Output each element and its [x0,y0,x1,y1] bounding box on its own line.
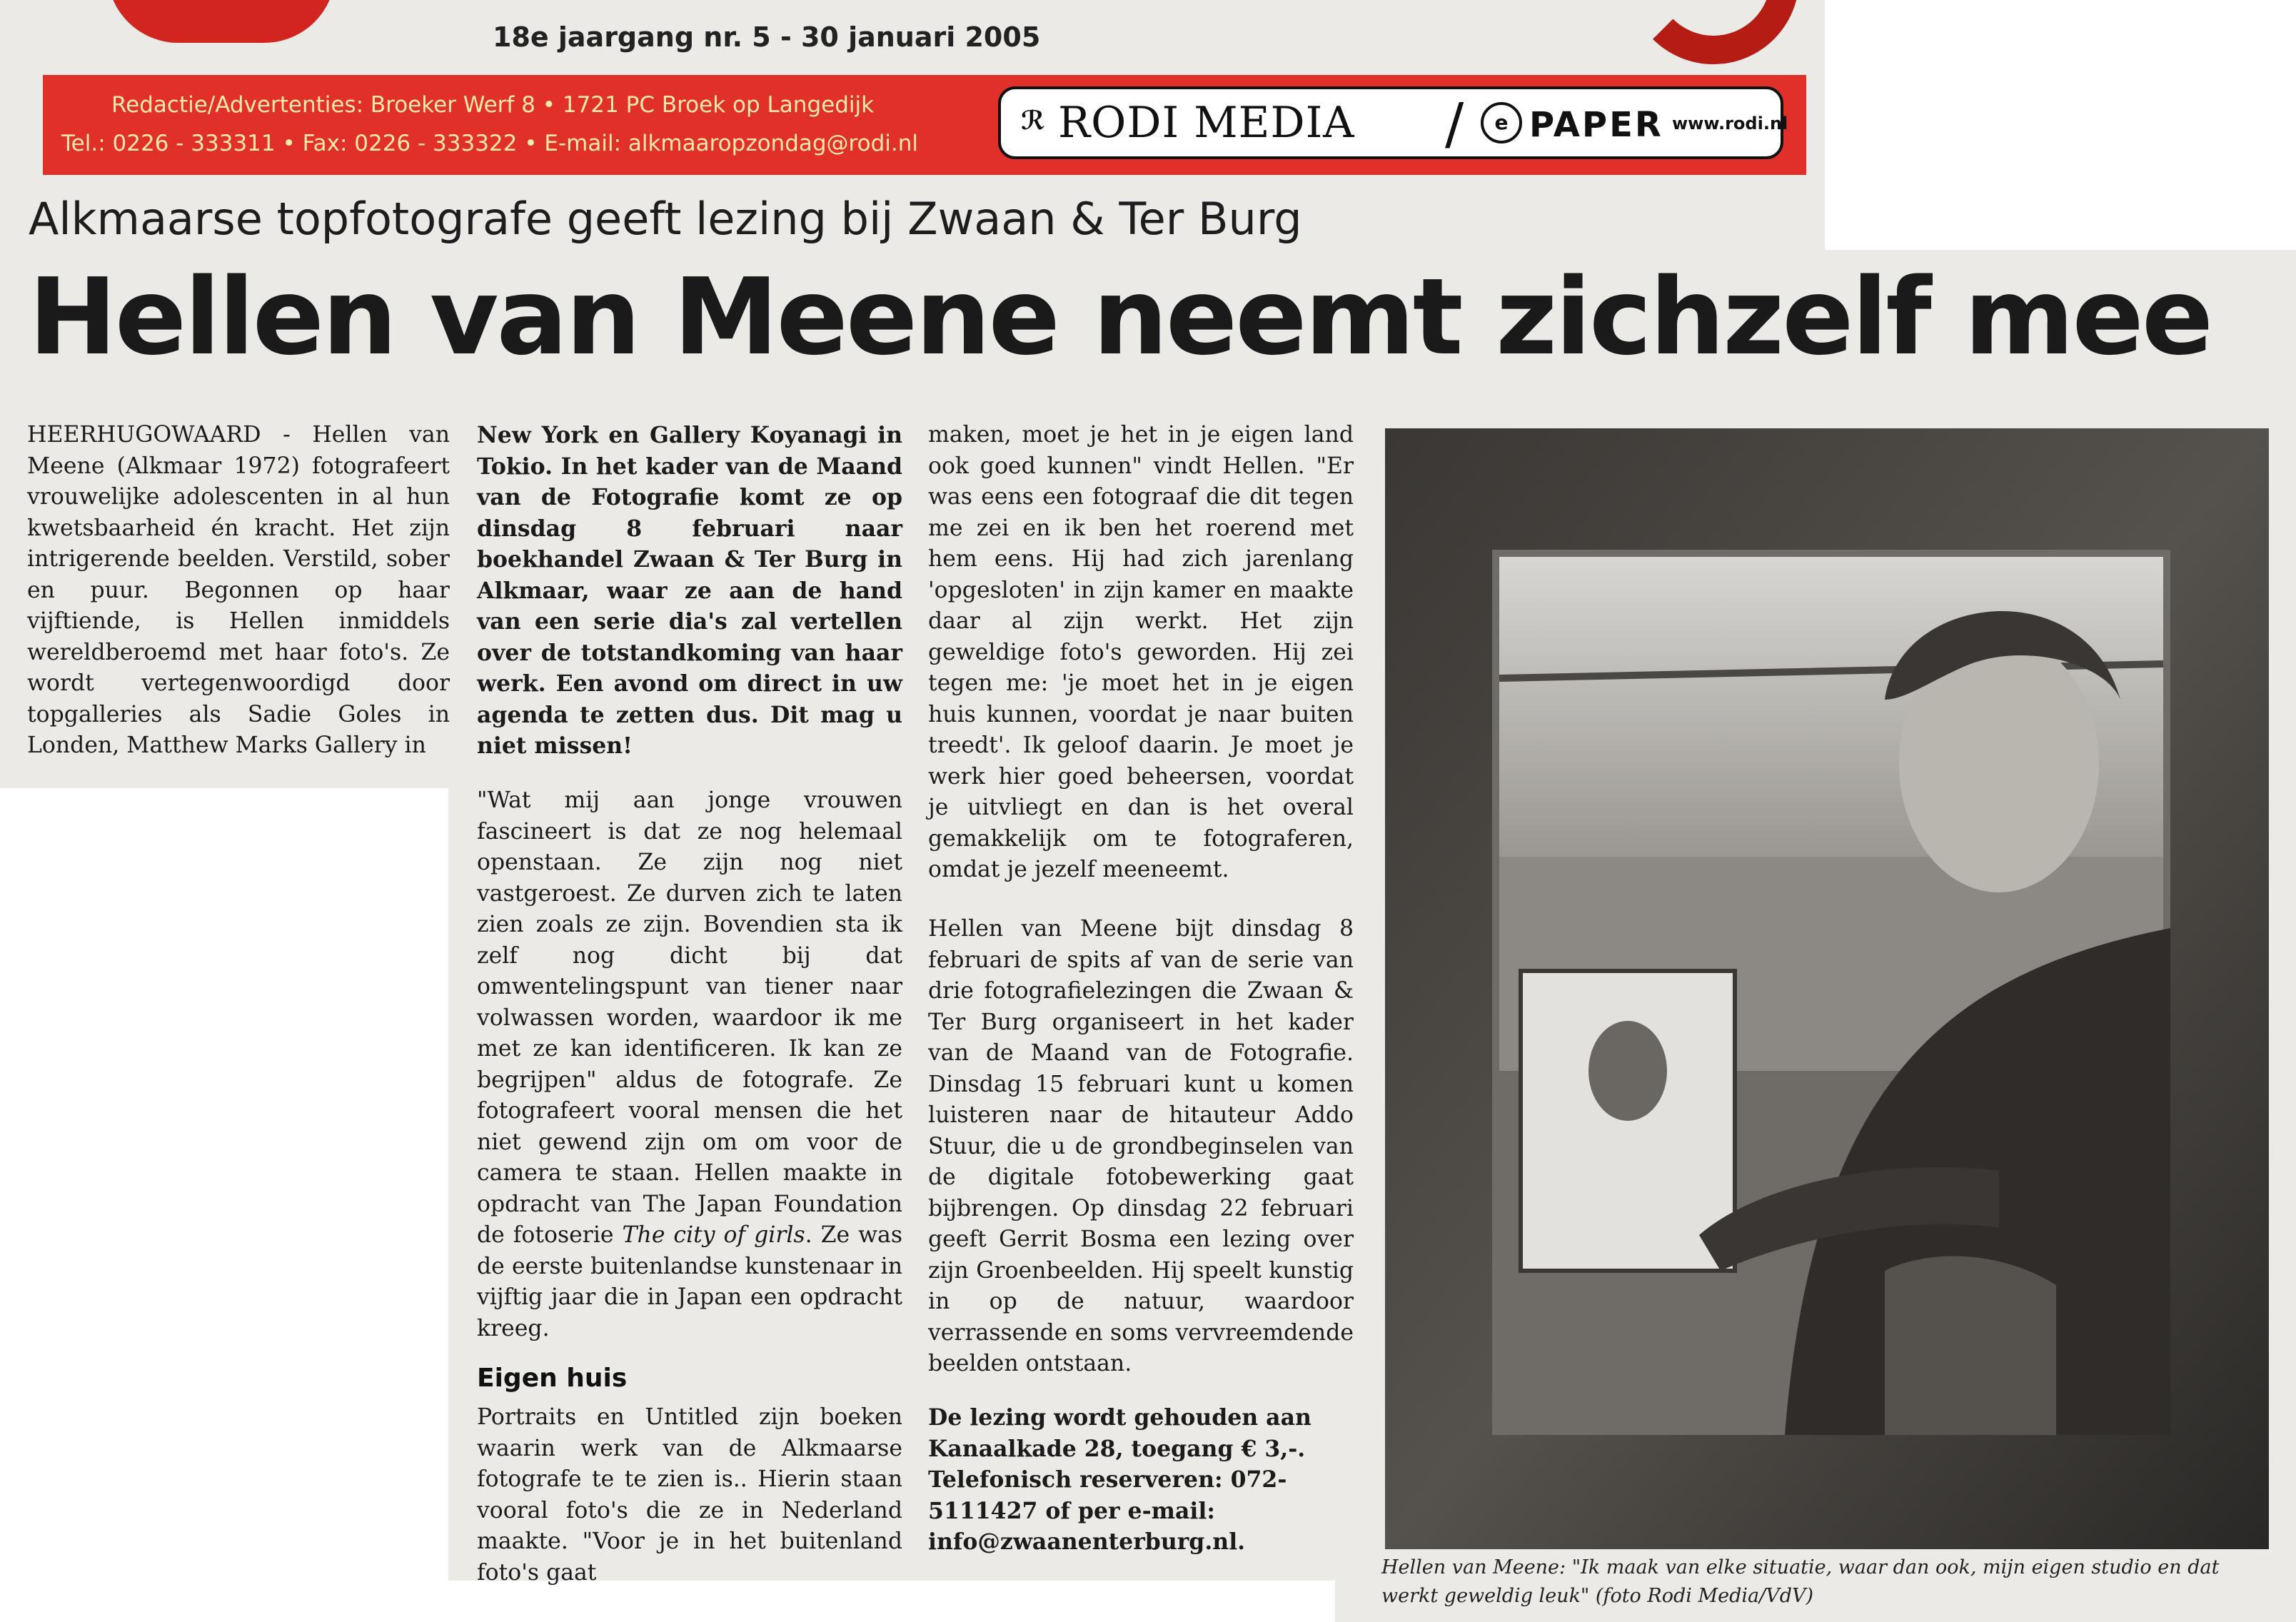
publisher-slash: / [1445,92,1464,156]
article-photo [1385,428,2269,1549]
intro-bold-paragraph: New York en Gallery Koyanagi in Tokio. In het kader van de Maand van de Fotografie komt ze op dinsdag 8 februari naar boekhandel Zwaan & Ter Burg in Alkmaar, waar ze aan de hand van een serie dia's zal vertellen over de totstandkoming van haar werk. Een avond om direct in uw agenda te zetten dus. Dit mag u niet missen! [477,422,902,759]
photo-caption: Hellen van Meene: "Ik maak van elke situatie, waar dan ook, mijn eigen studio en dat werkt geweldig leuk" (foto Rodi Media/VdV) [1381,1556,2220,1607]
quote-text-part-2: . Ze was de eerste buitenlandse kunstenaar in vijftig jaar die in Japan een opdracht kreeg. [477,1222,902,1341]
article-column-2-intro [477,420,902,762]
article-column-2-eigen-huis [477,1402,902,1588]
chair-back [1885,1256,2056,1435]
article-headline: Hellen van Meene neemt zichzelf mee [29,256,2212,378]
contact-address: Redactie/Advertenties: Broeker Werf 8 • 1721 PC Broek op Langedijk [111,92,875,118]
lecture-series-paragraph: Hellen van Meene bijt dinsdag 8 februari de spits af van de serie van drie fotografielezingen die Zwaan & Ter Burg organiseert in het kader van de Maand van de Fotografie. Dinsdag 15 februari kunt u komen luisteren naar de hitauteur Addo Stuur, die u de grondbeginselen van de digitale fotobewerking gaat bijbrengen. Op dinsdag 22 februari geeft Gerrit Bosma een lezing over zijn Groenbeelden. Hij speelt kunstig in op de natuur, waardoor verrassende en soms vervreemdende beelden ontstaan. [928,916,1354,1376]
publisher-url: www.rodi.nl [1672,114,1788,134]
paper-label: PAPER [1529,105,1663,145]
article-column-3-practical [928,1402,1354,1558]
contact-banner [43,75,1806,175]
article-kicker: Alkmaarse topfotografe geeft lezing bij Zwaan & Ter Burg [29,193,1302,245]
series-title: The city of girls [622,1222,805,1248]
issue-line: 18e jaargang nr. 5 - 30 januari 2005 [493,21,1041,53]
article-column-2-quote [477,785,902,1344]
e-logo-icon: e [1481,102,1522,143]
practical-info-paragraph: De lezing wordt gehouden aan Kanaalkade 28, toegang € 3,-. Telefonisch reserveren: 072-5111427 of per e-mail: info@zwaanenterburg.nl. [928,1404,1311,1555]
article-column-3-continuation [928,420,1354,886]
quote-paragraph [477,785,902,1344]
lead-paragraph: HEERHUGOWAARD - Hellen van Meene (Alkmaar 1972) fotografeert vrouwelijke adolescenten in al hun kwetsbaarheid én kracht. Het zijn intrigerende beelden. Verstild, sober en puur. Begonnen op haar vijftiende, is Hellen inmiddels wereldberoemd met haar foto's. Ze wordt vertegenwoordigd door topgalleries als Sadie Goles in Londen, Matthew Marks Gallery in [27,422,450,758]
rodi-logo-icon: ℛ [1021,106,1045,136]
article-column-1 [27,420,450,762]
publisher-name: RODI MEDIA [1058,98,1355,148]
subheading: Eigen huis [477,1364,628,1393]
contact-phone: Tel.: 0226 - 333311 • Fax: 0226 - 333322 • E-mail: alkmaaropzondag@rodi.nl [61,131,918,156]
held-photograph-figure [1588,1021,1667,1121]
quote-text-part-1: "Wat mij aan jonge vrouwen fascineert is dat ze nog helemaal openstaan. Ze zijn nog niet vastgeroest. Ze durven zich te laten zien zoals ze zijn. Bovendien sta ik zelf nog dicht bij dat omwentelingspunt van tiener naar volwassen worden, waardoor ik me met ze kan identificeren. Ik kan ze begrijpen" aldus de fotografe. Ze fotografeert vooral mensen die het niet gewend zijn om om voor de camera te staan. Hellen maakte in opdracht van The Japan Foundation de fotoserie [477,787,902,1248]
publisher-badge [998,86,1788,159]
article-column-3-series [928,914,1354,1380]
continuation-paragraph: maken, moet je het in je eigen land ook goed kunnen" vindt Hellen. "Er was eens een fotograaf die dit tegen me zei en ik ben het roerend met hem eens. Hij had zich jarenlang 'opgesloten' in zijn kamer en maakte daar al zijn werkt. Het zijn geweldige foto's geworden. Hij zei tegen me: 'je moet het in je eigen huis kunnen, voordat je naar buiten treedt'. Ik geloof daarin. Je moet je werk hier goed beheersen, voordat je uitvliegt en dan is het overal gemakkelijk om te fotograferen, omdat je jezelf meeneemt. [928,422,1354,882]
eigen-huis-paragraph: Portraits en Untitled zijn boeken waarin werk van de Alkmaarse fotografe te te zien is.. Hierin staan vooral foto's die ze in Nederland maakte. "Voor je in het buitenland foto's gaat [477,1404,902,1586]
